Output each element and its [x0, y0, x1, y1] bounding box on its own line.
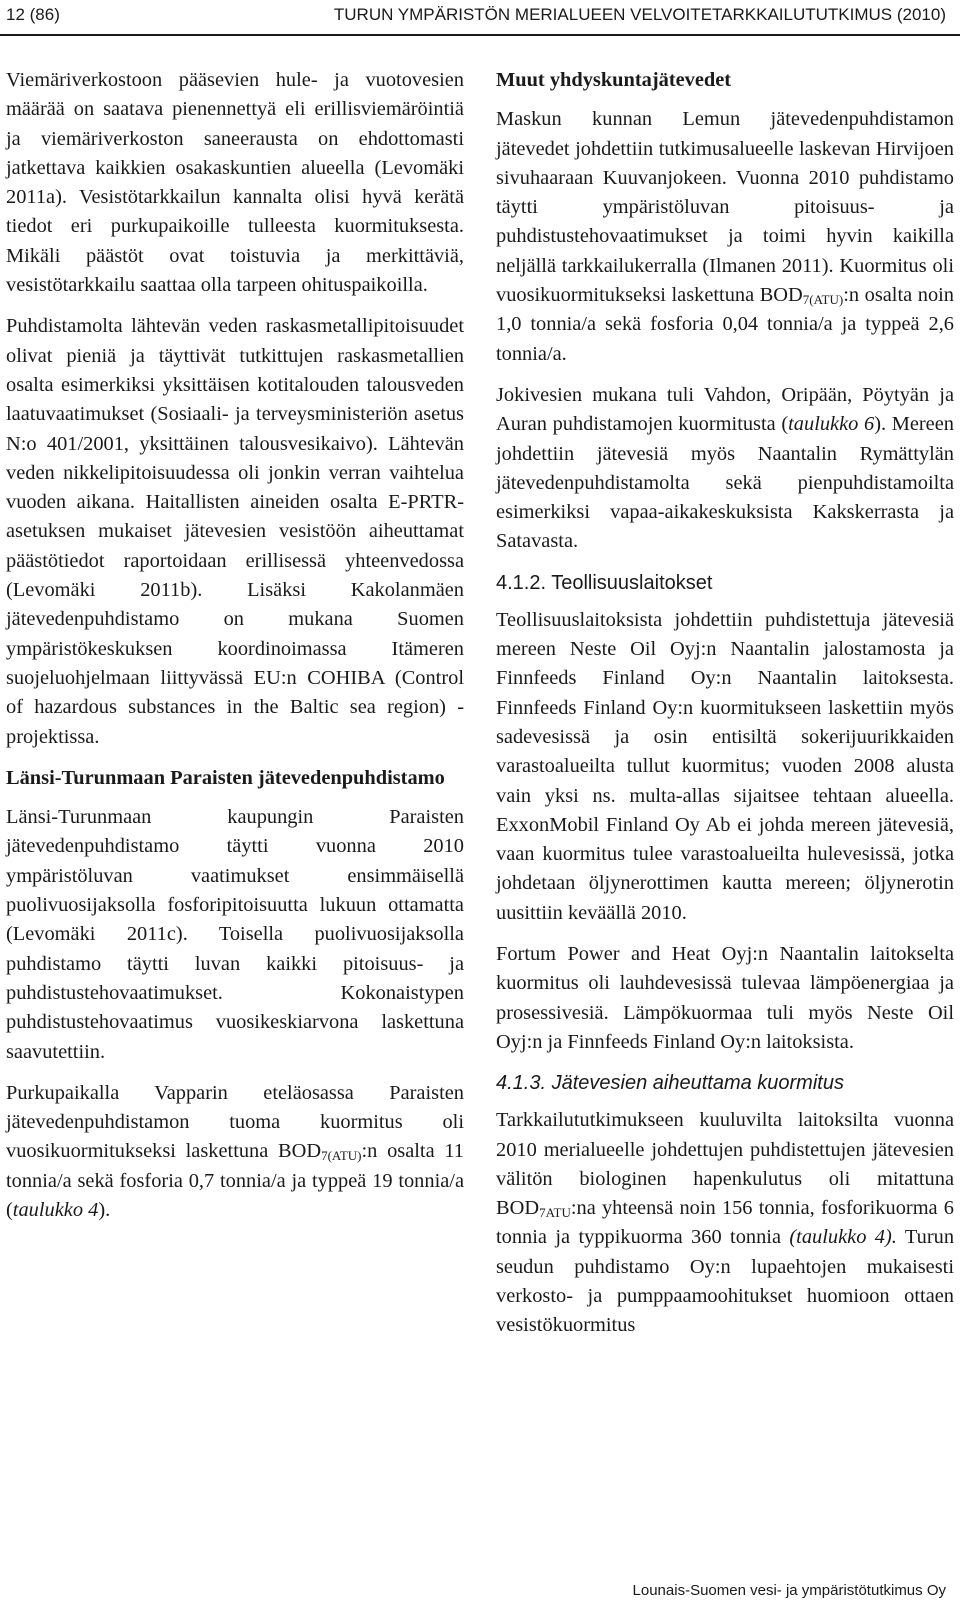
text-run: Jokivesien mukana tuli Vahdon, Oripään, Pöytyän ja Auran puhdistamojen kuormitusta ( — [496, 383, 954, 436]
paragraph: Teollisuuslaitoksista johdettiin puhdistettuja jätevesiä mereen Neste Oil Oyj:n Naantalin jalostamosta ja Finnfeeds Finland Oy:n Naantalin laitoksesta. Finnfeeds Finland Oy:n kuormitukseen laskettiin myös sadevesissä ja osin entisiltä sokerijuurikkaiden varastoalueilta tullut kuormitus; vuoden 2008 alusta vain yksi ns. multa-allas sijaitsee tehtaan alueella. ExxonMobil Finland Oy Ab ei johda mereen jätevesiä, vaan kuormitus tulee varastoalueilta hulevesissä, jotka johdetaan öljynerottimen kautta mereen; öljynerotin uusittiin keväällä 2010. — [496, 608, 954, 924]
section-heading: Länsi-Turunmaan Paraisten jätevedenpuhdistamo — [6, 766, 445, 789]
subscript: 7(ATU) — [802, 292, 844, 308]
paragraph: Fortum Power and Heat Oyj:n Naantalin laitokselta kuormitus oli lauhdevesissä tulevaa lämpöenergiaa ja prosessivesiä. Lämpökuormaa tuli myös Neste Oil Oyj:n ja Finnfeeds Finland Oy:n laitoksista. — [496, 943, 954, 1053]
page-footer: Lounais-Suomen vesi- ja ympäristötutkimus Oy — [632, 1582, 946, 1599]
table-reference: taulukko 4 — [12, 1198, 99, 1221]
text-run: :n osalta 11 tonnia/a sekä fosforia 0,7 tonnia/a ja typpeä 19 tonnia/a ( — [6, 1140, 464, 1221]
paragraph — [6, 1079, 464, 1225]
subsection-heading: 4.1.3. Jätevesien aiheuttama kuormitus — [496, 1072, 844, 1095]
paragraph: Puhdistamolta lähtevän veden raskasmetallipitoisuudet olivat pieniä ja täyttivät tutkittujen raskasmetallien osalta esimerkiksi yksittäisen kotitalouden talousveden laatuvaatimukset (Sosiaali- ja terveysministeriön asetus N:o 401/2001, yksittäinen talousvesikaivo). Lähtevän veden nikkelipitoisuudessa oli jonkin verran vaihtelua vuoden aikana. Haitallisten aineiden osalta E-PRTR-asetuksen mukaiset jätevesien vesistöön aiheuttamat päästötiedot raportoidaan erillisessä yhteenvedossa (Levomäki 2011b). Lisäksi Kakolanmäen jätevedenpuhdistamo on mukana Suomen ympäristökeskuksen koordinoimassa Itämeren suojeluohjelmaan liittyvässä EU:n COHIBA (Control of hazardous substances in the Baltic sea region) -projektissa. — [6, 315, 464, 748]
table-reference: (taulukko 4). — [789, 1226, 897, 1249]
page-header — [0, 0, 960, 34]
text-run: Turun seudun puhdistamo Oy:n lupaehtojen mukaisesti verkosto- ja pumppaamoohitukset huomioon ottaen vesistökuormitus — [496, 1226, 955, 1337]
subscript: 7(ATU) — [321, 1148, 362, 1164]
text-run: Tarkkailututkimukseen kuuluvilta laitoksilta vuonna 2010 merialueelle johdettujen puhdistettujen jätevesien välitön biologinen hapenkulutus oli mitattuna BOD — [496, 1109, 954, 1220]
page-number: 12 (86) — [6, 5, 60, 24]
paragraph: Viemäriverkostoon pääsevien hule- ja vuotovesien määrää on saatava pienennettyä eli erillisviemäröintiä ja viemäriverkoston saneerausta on ehdottomasti jatkettava kaikkien osakaskuntien alueella (Levomäki 2011a). Vesistötarkkailun kannalta olisi hyvä kerätä tiedot eri purkupaikoille tulleesta kuormituksesta. Mikäli päästöt ovat toistuvia ja merkittäviä, vesistötarkkailu saattaa olla tarpeen ohituspaikoilla. — [6, 69, 464, 297]
paragraph: Länsi-Turunmaan kaupungin Paraisten jätevedenpuhdistamo täytti vuonna 2010 ympäristöluvan vaatimukset ensimmäisellä puolivuosijaksolla fosforipitoisuutta lukuun ottamatta (Levomäki 2011c). Toisella puolivuosijaksolla puhdistamo täytti luvan kaikki pitoisuus- ja puhdistustehovaatimukset. Kokonaistypen puhdistustehovaatimus vuosikeskiarvona laskettuna saavutettiin. — [6, 806, 464, 1063]
text-run: Maskun kunnan Lemun jätevedenpuhdistamon jätevedet johdettiin tutkimusalueelle laskevan Hirvijoen sivuhaaraan Kuuvanjokeen. Vuonna 2010 puhdistamo täytti ympäristöluvan pitoisuus- ja puhdistustehovaatimukset ja toimi hyvin kaikilla neljällä tarkkailukerralla (Ilmanen 2011). Kuormitus oli vuosikuormitukseksi laskettuna BOD — [496, 108, 954, 307]
right-column — [496, 66, 954, 1341]
left-column — [6, 66, 464, 1237]
table-reference: taulukko 6 — [788, 413, 875, 436]
text-run: :n osalta noin 1,0 tonnia/a sekä fosforia 0,04 tonnia/a ja typpeä 2,6 tonnia/a. — [496, 284, 954, 365]
header-rule — [0, 34, 960, 36]
section-heading: Muut yhdyskuntajätevedet — [496, 69, 732, 91]
running-title: TURUN YMPÄRISTÖN MERIALUEEN VELVOITETARKKAILUTUTKIMUS (2010) — [333, 5, 946, 24]
paragraph — [496, 105, 954, 369]
subscript: 7ATU — [539, 1205, 571, 1221]
text-run: Purkupaikalla Vapparin eteläosassa Paraisten jätevedenpuhdistamon tuoma kuormitus oli vuosikuormitukseksi laskettuna BOD — [6, 1081, 464, 1163]
text-run: ). Mereen johdettiin jätevesiä myös Naantalin Rymättylän jätevedenpuhdistamolta sekä pienpuhdistamoilta esimerkiksi vapaa-aikakeskuksista Kakskerrasta ja Satavasta. — [496, 413, 954, 553]
paragraph — [496, 1106, 954, 1340]
paragraph — [496, 381, 954, 557]
text-run: ). — [98, 1198, 111, 1221]
subsection-heading: 4.1.2. Teollisuuslaitokset — [496, 571, 713, 594]
text-run: :na yhteensä noin 156 tonnia, fosforikuorma 6 tonnia ja typpikuorma 360 tonnia — [496, 1197, 954, 1249]
